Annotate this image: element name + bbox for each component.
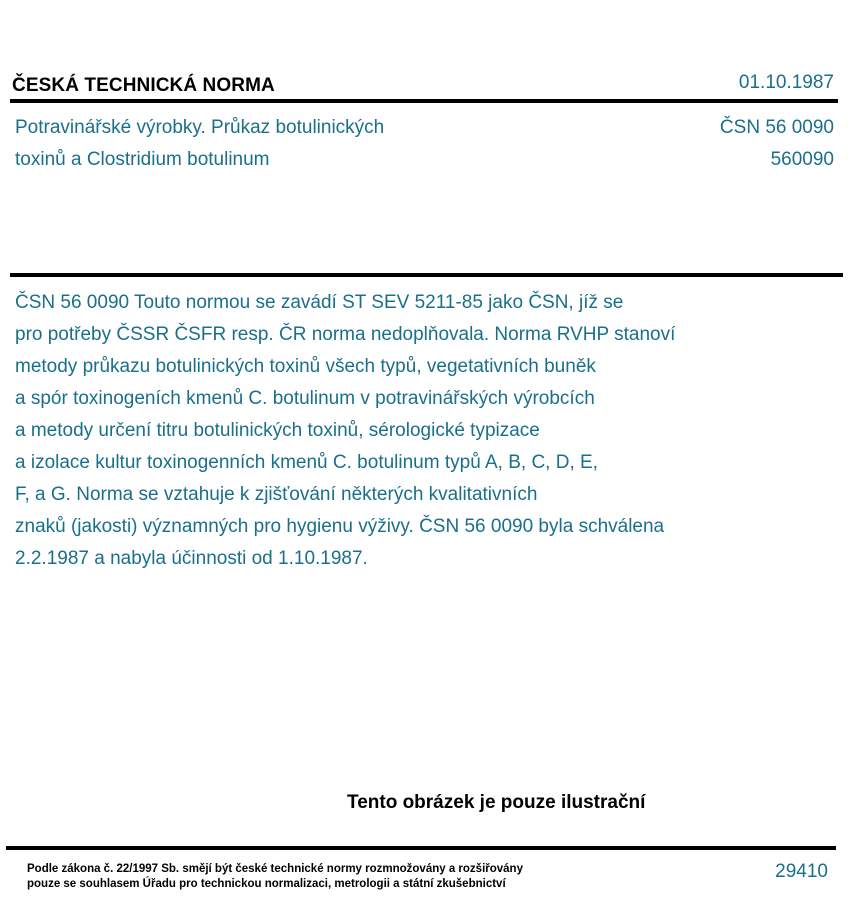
abstract-line: F, a G. Norma se vztahuje k zjišťování některých kvalitativních bbox=[15, 484, 538, 505]
standard-code: ČSN 56 0090 bbox=[719, 117, 834, 138]
illustration-note: Tento obrázek je pouze ilustrační bbox=[347, 792, 646, 813]
abstract-line: a metody určení titru botulinických toxinů, sérologické typizace bbox=[15, 420, 540, 441]
header-rule bbox=[10, 99, 838, 103]
abstract-line: a spór toxinogeních kmenů C. botulinum v potravinářských výrobcích bbox=[15, 388, 595, 409]
document-date: 01.10.1987 bbox=[738, 72, 834, 93]
abstract-line: ČSN 56 0090 Touto normou se zavádí ST SEV 5211-85 jako ČSN, jíž se bbox=[15, 292, 624, 313]
legal-line: pouze se souhlasem Úřadu pro technickou normalizaci, metrologii a státní zkušebnictví bbox=[27, 878, 506, 890]
legal-notice bbox=[27, 862, 523, 892]
page-number: 29410 bbox=[775, 861, 828, 882]
abstract-line: a izolace kultur toxinogenních kmenů C. botulinum typů A, B, C, D, E, bbox=[15, 452, 598, 473]
legal-line: Podle zákona č. 22/1997 Sb. smějí být české technické normy rozmnožovány a rozšiřovány bbox=[27, 863, 523, 875]
document-title-line-2: toxinů a Clostridium botulinum bbox=[15, 149, 270, 170]
abstract-line: znaků (jakosti) významných pro hygienu výživy. ČSN 56 0090 byla schválena bbox=[15, 516, 665, 537]
footer-rule bbox=[6, 846, 836, 850]
abstract-line: metody průkazu botulinických toxinů všech typů, vegetativních buněk bbox=[15, 356, 596, 377]
abstract-line: 2.2.1987 a nabyla účinnosti od 1.10.1987. bbox=[15, 548, 368, 569]
document-brand: ČESKÁ TECHNICKÁ NORMA bbox=[12, 75, 275, 96]
document-title-line-1: Potravinářské výrobky. Průkaz botulinických bbox=[15, 117, 385, 138]
abstract-text bbox=[15, 287, 675, 575]
classification-number: 560090 bbox=[770, 149, 834, 170]
abstract-line: pro potřeby ČSSR ČSFR resp. ČR norma nedoplňovala. Norma RVHP stanoví bbox=[15, 324, 676, 345]
title-rule bbox=[10, 273, 843, 277]
